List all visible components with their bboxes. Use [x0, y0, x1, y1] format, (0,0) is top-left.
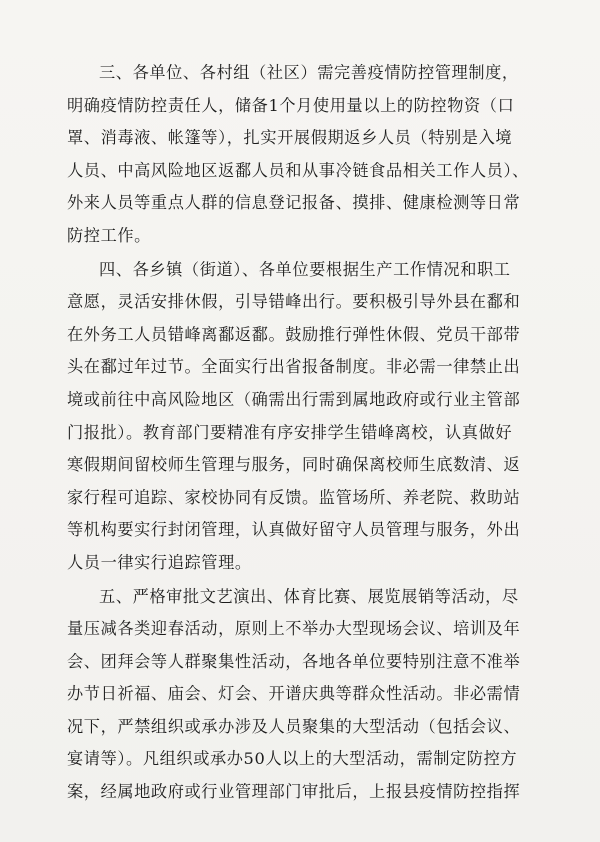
paragraph-line: 三、各单位、各村组（社区）需完善疫情防控管理制度，: [99, 63, 519, 82]
paragraph-line: 案，经属地政府或行业管理部门审批后，上报县疫情防控指挥: [67, 782, 521, 802]
paragraph-five: [67, 581, 532, 809]
paragraph-line: 等机构要实行封闭管理，认真做好留守人员管理与服务，外出: [67, 520, 521, 540]
paragraph-line: 会、团拜会等人群聚集性活动，各地各单位要特别注意不准举: [67, 651, 521, 671]
paragraph-line: 办节日祈福、庙会、灯会、开谱庆典等群众性活动。非必需情: [67, 684, 521, 704]
paragraph-line: 头在鄱过年过节。全面实行出省报备制度。非必需一律禁止出: [67, 357, 521, 377]
paragraph-line: 防控工作。: [67, 225, 151, 245]
paragraph-line: 四、各乡镇（街道）、各单位要根据生产工作情况和职工: [99, 259, 511, 279]
paragraph-line: 境或前往中高风险地区（确需出行需到属地政府或行业主管部: [67, 389, 521, 409]
paragraph-four: [67, 254, 532, 580]
paragraph-line: 人员一律实行追踪管理。: [67, 552, 252, 572]
paragraph-line: 家行程可追踪、家校协同有反馈。监管场所、养老院、救助站: [67, 487, 521, 507]
paragraph-line: 人员、中高风险地区返鄱人员和从事冷链食品相关工作人员）、: [67, 160, 529, 180]
paragraph-line: 五、严格审批文艺演出、体育比赛、展览展销等活动，尽: [99, 586, 519, 606]
paragraph-line: 意愿，灵活安排休假，引导错峰出行。要积极引导外县在鄱和: [67, 292, 521, 312]
paragraph-line: 寒假期间留校师生管理与服务，同时确保离校师生底数清、返: [67, 455, 521, 475]
paragraph-line: 在外务工人员错峰离鄱返鄱。鼓励推行弹性休假、党员干部带: [67, 324, 521, 344]
paragraph-line: 罩、消毒液、帐篷等），扎实开展假期返乡人员（特别是入境: [67, 128, 513, 148]
paragraph-line: 门报批）。教育部门要精准有序安排学生错峰离校，认真做好: [67, 422, 513, 442]
paragraph-line: 量压减各类迎春活动，原则上不举办大型现场会议、培训及年: [67, 619, 521, 639]
paragraph-line: 宴请等）。凡组织或承办50人以上的大型活动，需制定防控方: [67, 749, 518, 769]
paragraph-line: 明确疫情防控责任人，储备1个月使用量以上的防控物资（口: [67, 95, 515, 115]
paragraph-line: 外来人员等重点人群的信息登记报备、摸排、健康检测等日常: [67, 193, 521, 213]
paragraph-three: [67, 57, 532, 253]
paragraph-line: 况下，严禁组织或承办涉及人员聚集的大型活动（包括会议、: [67, 716, 521, 736]
